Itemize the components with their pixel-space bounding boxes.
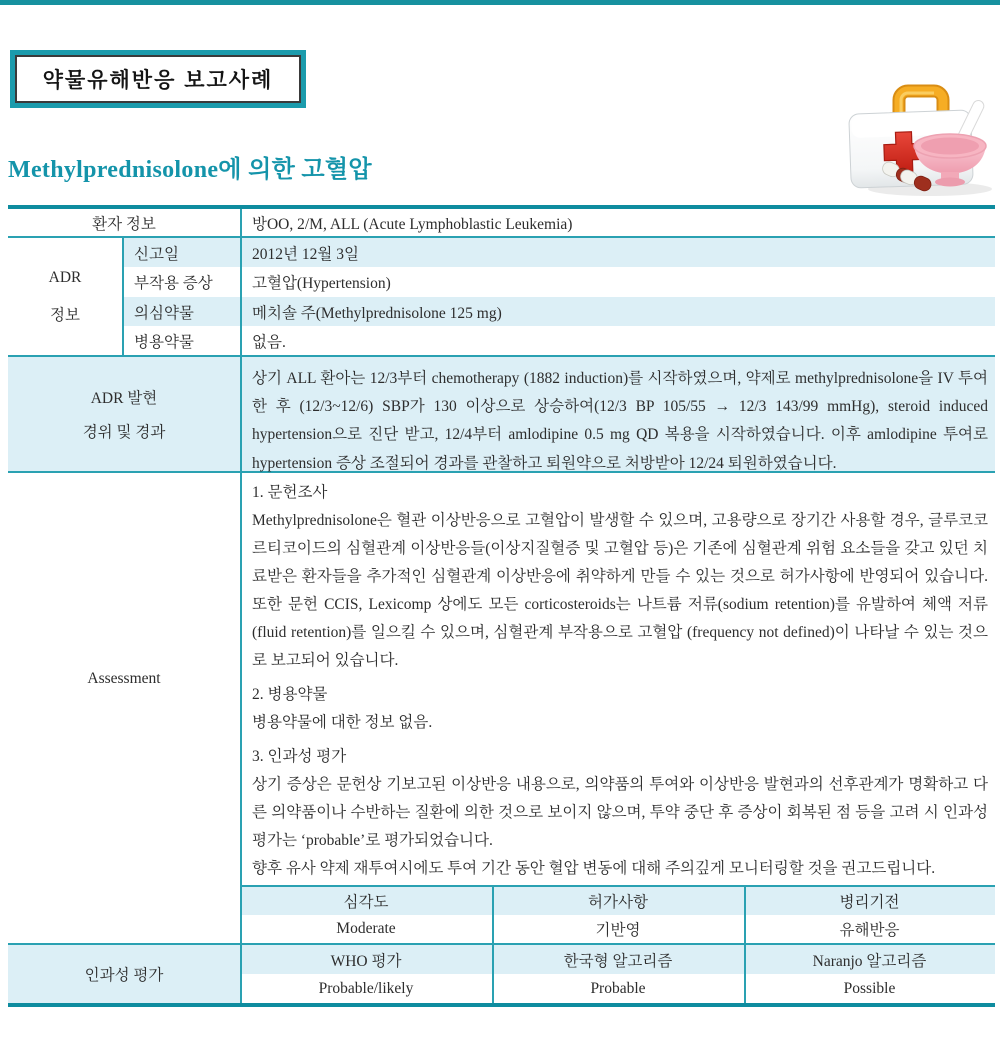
grid-severity-value: Moderate bbox=[336, 920, 396, 937]
adr-report-table bbox=[8, 205, 995, 1007]
onset-label-line1: ADR 발현 bbox=[90, 390, 158, 407]
report-badge-box bbox=[10, 50, 306, 108]
grid-who-value: Probable/likely bbox=[318, 979, 414, 997]
assessment-section3-title: 3. 인과성 평가 bbox=[252, 748, 347, 765]
grid-severity-header: 심각도 bbox=[343, 894, 389, 911]
onset-label-line2: 경위 및 경과 bbox=[82, 424, 166, 441]
adr-info-label-line2: 정보 bbox=[50, 306, 80, 324]
concomitant-drug-label: 병용약물 bbox=[134, 333, 194, 351]
assessment-label: Assessment bbox=[87, 670, 161, 687]
grid-labeling-value: 기반영 bbox=[595, 922, 641, 939]
grid-naranjo-header: Naranjo 알고리즘 bbox=[812, 952, 927, 970]
symptom-value: 고혈압(Hypertension) bbox=[252, 275, 391, 292]
patient-info-value: 방OO, 2/M, ALL (Acute Lymphoblastic Leukemia) bbox=[252, 215, 573, 233]
page-title: Methylprednisolone에 의한 고혈압 bbox=[8, 157, 372, 183]
assessment-section1-title: 1. 문헌조사 bbox=[252, 484, 328, 501]
assessment-section3-body: 상기 증상은 문헌상 기보고된 이상반응 내용으로, 의약품의 투여와 이상반응 발현과의 선후관계가 명확하고 다른 의약품이나 수반하는 질환에 의한 것으로 보이지 않으며, 투약 중단 후 증상이 회복된 점 등을 고려 시 인과성 평가는 ‘probable’로 평가되었습니다. bbox=[252, 776, 988, 849]
assessment-section2-body: 병용약물에 대한 정보 없음. bbox=[252, 714, 433, 731]
grid-mechanism-header: 병리기전 bbox=[839, 894, 900, 911]
grid-korean-algorithm-value: Probable bbox=[590, 979, 646, 997]
grid-who-header: WHO 평가 bbox=[330, 952, 402, 970]
report-badge-label: 약물유해반응 보고사례 bbox=[15, 55, 301, 103]
assessment-section2-title: 2. 병용약물 bbox=[252, 686, 328, 703]
grid-labeling-header: 허가사항 bbox=[588, 894, 648, 911]
top-accent-bar bbox=[0, 0, 1000, 5]
onset-row-label bbox=[8, 357, 240, 471]
grid-korean-algorithm-header: 한국형 알고리즘 bbox=[563, 952, 673, 970]
grid-mechanism-value: 유해반응 bbox=[839, 922, 900, 939]
suspect-drug-label: 의심약물 bbox=[134, 304, 194, 322]
report-date-value: 2012년 12월 3일 bbox=[252, 245, 359, 263]
grid-naranjo-value: Possible bbox=[843, 979, 896, 997]
concomitant-drug-value: 없음. bbox=[252, 333, 286, 351]
rule-label-column bbox=[240, 209, 242, 1003]
causality-label: 인과성 평가 bbox=[84, 967, 164, 984]
patient-info-label: 환자 정보 bbox=[92, 215, 156, 233]
onset-description: 상기 ALL 환아는 12/3부터 chemotherapy (1882 induction)를 시작하였으며, 약제로 methylprednisolone을 IV 투여한 후 (12/3~12/6) SBP가 130 이상으로 상승하여(12/3 BP 105/55 → 12/3 143/99 mmHg), steroid induced hypertension으로 진단 받고, 12/4부터 amlodipine 0.5 mg QD 복용을 시작하였습니다. 이후 amlodipine 투여로 hypertension 증상 조절되어 경과를 관찰하고 퇴원약으로 처방받아 12/24 퇴원하였습니다. bbox=[252, 370, 988, 472]
assessment-content bbox=[252, 479, 988, 883]
adr-info-label-line1: ADR bbox=[48, 268, 82, 286]
adr-info-group-label bbox=[8, 238, 122, 355]
first-aid-kit-icon bbox=[842, 74, 996, 198]
report-date-label: 신고일 bbox=[134, 245, 179, 263]
assessment-recommendation: 향후 유사 약제 재투여시에도 투여 기간 동안 혈압 변동에 대해 주의깊게 모니터링할 것을 권고드립니다. bbox=[252, 860, 936, 877]
table-bottom-border bbox=[8, 1003, 995, 1007]
assessment-section1-body: Methylprednisolone은 혈관 이상반응으로 고혈압이 발생할 수 있으며, 고용량으로 장기간 사용할 경우, 글루코코르티코이드의 심혈관계 이상반응들(이상지질혈증 및 고혈압 등)은 기존에 심혈관계 위험 요소들을 갖고 있던 치료받은 환자들을 추가적인 심혈관계 이상반응에 취약하게 만들 수 있는 것으로 허가사항에 반영되어 있습니다. 또한 문헌 CCIS, Lexicomp 상에도 모든 corticosteroids는 나트륨 저류(sodium retention)를 유발하여 체액 저류(fluid retention)를 일으킬 수 있으며, 심혈관계 부작용으로 고혈압 (frequency not defined)이 나타날 수 있는 것으로 보고되어 있습니다. bbox=[252, 512, 988, 669]
symptom-label: 부작용 증상 bbox=[134, 275, 213, 292]
suspect-drug-value: 메치솔 주(Methylprednisolone 125 mg) bbox=[252, 304, 502, 322]
rule-adr-subcolumn bbox=[122, 238, 124, 355]
